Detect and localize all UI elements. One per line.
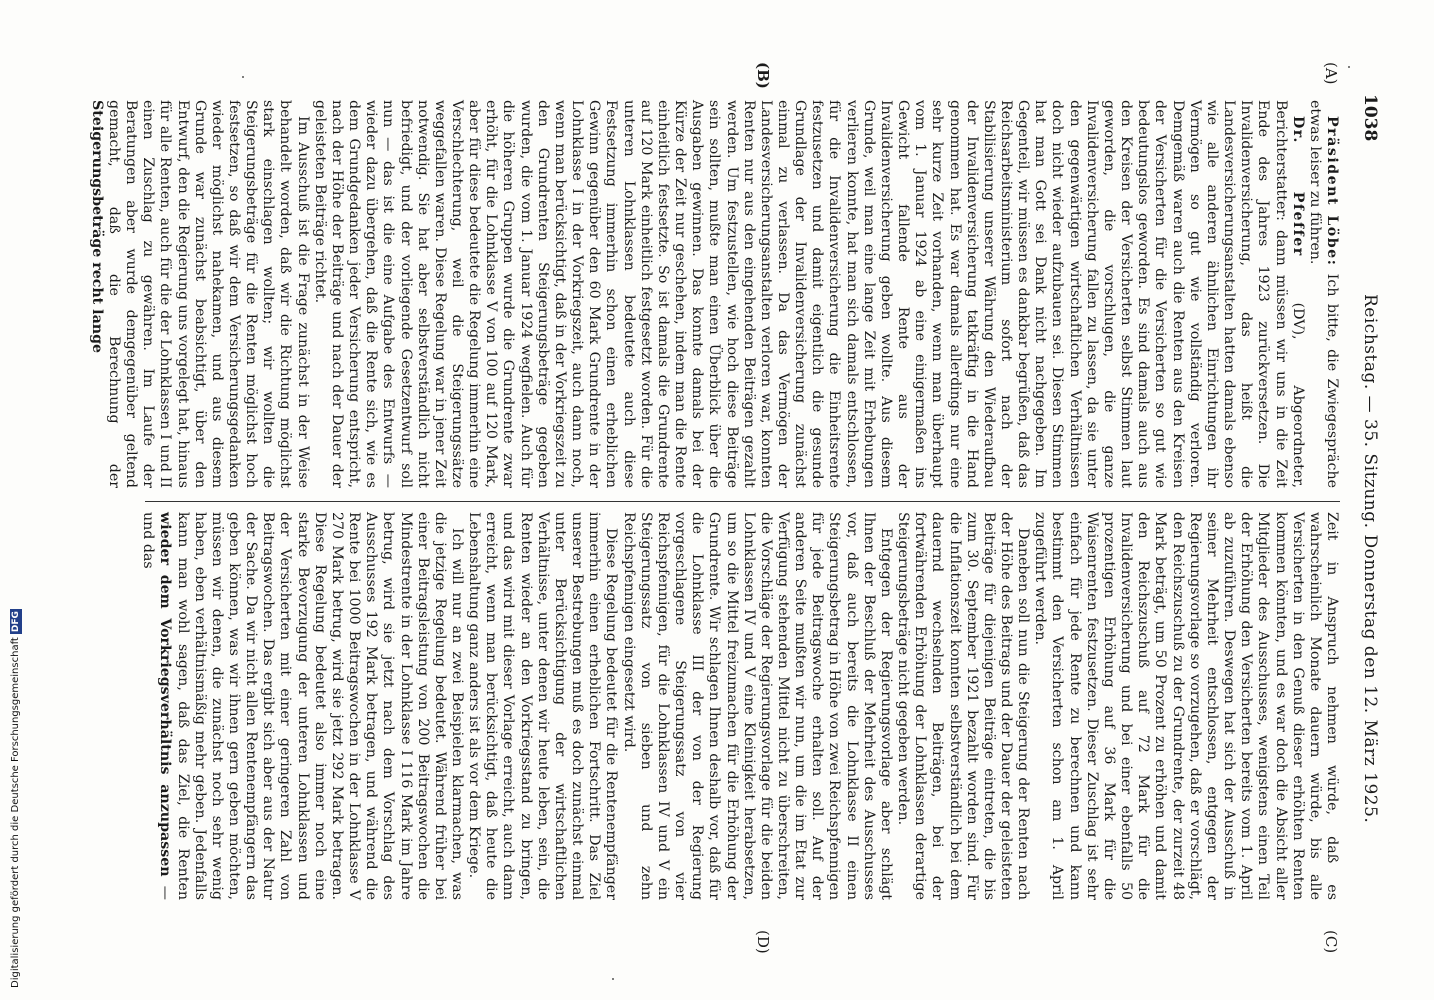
- paragraph: [619, 512, 894, 900]
- margin-mark-d: (D): [754, 930, 772, 954]
- speaker-name: Dr. Pfeffer: [1289, 116, 1306, 257]
- rotated-document-page: [88, 62, 1384, 954]
- paragraph: [465, 512, 619, 900]
- margin-mark-b: (B): [754, 62, 772, 89]
- page-number: 1038: [1360, 94, 1380, 142]
- paragraph-text: Im Ausschuß ist die Frage zunächst in der Weise behandelt worden, daß wir die Richtung möglichst stark einschlagen wollten; wir wollten die Steigerungsbeträge für die Renten möglichst hoch festsetzen, so daß wir dem Versicherungsgedanken wieder möglichst nahekamen, und aus diesem Grunde war zunächst beabsichtigt, über den Entwurf, den die Regierung uns vorgelegt hat, hinaus für alle Renten, auch für die der Lohnklassen I und II einen Zuschlag zu gewähren. Im Laufe der Beratungen aber wurde demgegenüber geltend gemacht, daß die Berechnung der: [105, 100, 311, 488]
- running-title: Reichstag. — 35. Sitzung. Donnerstag den 12. März 1925.: [1360, 294, 1380, 824]
- paragraph: [1031, 512, 1340, 900]
- dfg-logo-icon: DFG: [11, 611, 21, 633]
- emphasized-text: wieder dem Vorkriegsverhältnis anzupassen: [157, 512, 174, 877]
- paragraph-text: (DV), Abgeordneter, Berichterstatter: dann müssen wir uns in die Zeit Ende des Jahres 1923 zurückversetzen. Die Invalidenversicherung, das heißt die Landesversicherungsanstalten hatten damals ebenso wie alle anderen ähnlichen Einrichtungen ihr Vermögen so gut wie vollständig verloren. Demgemäß waren auch die Renten aus den Kreisen der Versicherten für die Versicherten so gut wie bedeutungslos geworden. Es sind damals auch aus den Kreisen der Versicherten selbst Stimmen laut geworden, die vorschlugen, die ganze Invalidenversicherung fallen zu lassen, da sie unter den gegenwärtigen wirtschaftlichen Verhältnissen doch nicht wieder aufzubauen sei. Diesen Stimmen hat man Gott sei Dank nicht nachgegeben. Im Gegenteil, wir müssen es dankbar begrüßen, daß das Reichsarbeitsministerium sofort nach der Stabilisierung unserer Währung den Wiederaufbau der Invalidenversicherung tatkräftig in die Hand genommen hat. Es war damals allerdings nur eine sehr kurze Zeit vorhanden, wenn man überhaupt vom 1. Januar 1924 ab eine einigermaßen ins Gewicht fallende Rente aus der Invalidenversicherung geben wollte. Aus diesem Grunde, weil man eine lange Zeit mit Erhebungen verlieren konnte, hat man sich damals entschlossen, für die Invalidenversicherung die Einheitsrente festzusetzen und damit eigentlich die gesunde Grundlage der Invalidenversicherung zunächst einmal zu verlassen. Da das Vermögen der Landesversicherungsanstalten verloren war, konnten Renten nur aus den eingehenden Beiträgen gezahlt werden. Um festzustellen, wie hoch diese Beiträge sein sollten, mußte man einen Überblick über die Ausgaben gewinnen. Das konnte damals bei der Kürze der Zeit nur geschehen, indem man die Rente einheitlich festsetzte. So ist damals die Grundrente auf 120 Mark einheitlich festgesetzt worden. Für die unteren Lohnklassen bedeutete auch diese Festsetzung immerhin schon einen erheblichen Gewinn gegenüber den 60 Mark Grundrente in der Lohnklasse I in der Vorkriegszeit, auch dann noch, wenn man berücksichtigt, daß in der Vorkriegszeit zu den Grundrenten Steigerungsbeträge gegeben wurden, die vom 1. Januar 1924 wegfielen. Auch für die höheren Gruppen wurde die Grundrente zwar erhöht, für die Lohnklasse V von 100 auf 120 Mark, aber für diese bedeutete die Regelung immerhin eine Verschlechterung, weil die Steigerungssätze weggefallen waren. Diese Regelung war in jener Zeit notwendig. Sie hat aber selbstverständlich nicht befriedigt, und der vorliegende Gesetzentwurf soll nun — das ist die eine Aufgabe des Entwurfs — wieder dazu übergehen, daß die Rente sich, wie es dem Grundgedanken jeder Versicherung entspricht, nach der Höhe der Beiträge und nach der Dauer der geleisteten Beiträge richtet.: [311, 100, 1306, 489]
- scan-speck: [242, 76, 244, 78]
- emphasized-text: Steigerungsbeträge recht lange: [88, 100, 105, 354]
- paragraph: [894, 512, 1031, 900]
- scan-speck: [1348, 66, 1350, 68]
- paragraph-text: Daneben soll nun die Steigerung der Renten nach der Höhe des Beitrags und der Dauer der geleisteten Beiträge für diejenigen Beiträge eintreten, die bis zum 30. September 1921 bezahlt worden sind. Für die Inflationszeit konnten selbstverständlich bei dem dauernd wechselnden Beiträgen, bei der fortwährenden Erhöhung der Lohnklassen derartige Steigerungsbeträge nicht gegeben werden.: [895, 512, 1032, 900]
- margin-mark-c: (C): [1322, 930, 1340, 954]
- page-header: [1356, 94, 1384, 924]
- paragraph: [139, 512, 465, 900]
- digitization-footer: [10, 609, 22, 988]
- paragraph-text: Zeit in Anspruch nehmen würde, daß es wahrscheinlich Monate dauern würde, bis alle Versicherten in den Genuß dieser erhöhten Renten kommen könnten, und es war doch die Absicht aller Mitglieder des Ausschusses, wenigstens einen Teil der Erhöhung den Versicherten bereits vom 1. April ab zuzuführen. Deswegen hat sich der Ausschuß in seiner Mehrheit entschlossen, entgegen der Regierungsvorlage so vorzugehen, daß er vorschlägt, den Reichszuschuß zu der Grundrente, der zurzeit 48 Mark beträgt, um 50 Prozent zu erhöhen und damit den Reichszuschuß auf 72 Mark für die Invalidenversicherung und bei einer ebenfalls 50 prozentigen Erhöhung auf 36 Mark für die Waisenrenten festzusetzen. Dieser Zuschlag ist sehr einfach für jede Rente zu berechnen und kann bestimmt den Versicherten schon am 1. April zugeführt werden.: [1032, 512, 1340, 900]
- footer-text: Digitalisierung gefördert durch die Deutsche Forschungsgemeinschaft: [10, 637, 21, 988]
- column-divider: [145, 501, 1340, 502]
- paragraph-text: Entgegen der Regierungsvorlage aber schlägt Ihnen der Beschluß der Mehrheit des Ausschusses vor, daß auch bereits die Lohnklasse II einen Steigerungsbetrag in Höhe von zwei Reichspfennigen für jede Beitragswoche erhalten soll. Auf der anderen Seite mußten wir nun, um die im Etat zur Verfügung stehenden Mittel nicht zu überschreiten, die Vorschläge der Regierungsvorlage für die beiden Lohnklassen IV und V eine Kleinigkeit herabsetzen, um so die Mittel freizumachen für die Erhöhung der Grundrente. Wir schlagen Ihnen deshalb vor, daß für die Lohnklasse III der von der Regierung vorgeschlagene Steigerungssatz von vier Reichspfennigen, für die Lohnklassen IV und V ein Steigerungssatz von sieben und zehn Reichspfennigen eingesetzt wird.: [620, 512, 894, 900]
- text-column-right: [139, 512, 1340, 900]
- paragraph-text: Ich bitte, die Zwiegespräche etwas leiser zu führen.: [1306, 100, 1340, 488]
- text-column-left: [88, 100, 1340, 488]
- paragraph-text: Diese Regelung bedeutet für die Rentenempfänger immerhin einen erheblichen Fortschritt. Das Ziel unserer Bestrebungen muß es doch zunächst einmal unter Berücksichtigung der wirtschaftlichen Verhältnisse, unter denen wir heute leben, sein, die Renten wieder an den Vorkriegsstand zu bringen, und das wird mit dieser Vorlage erreicht, auch dann erreicht, wenn man berücksichtigt, daß heute die Lebenshaltung ganz anders ist als vor dem Kriege.: [466, 512, 620, 900]
- margin-mark-a: (A): [1322, 62, 1340, 85]
- paragraph-text: Ich will nur an zwei Beispielen klarmachen, was die jetzige Regelung bedeutet. Während früher bei einer Beitragsleistung von 200 Beitragswochen die Mindestrente in der Lohnklasse I 116 Mark im Jahre betrug, wird sie jetzt nach dem Vorschlag des Ausschusses 192 Mark betragen, und während die Rente bei 1000 Beitragswochen in der Lohnklasse V 270 Mark betrug, wird sie jetzt 292 Mark betragen. Diese Regelung bedeutet also immer noch eine starke Bevorzugung der unteren Lohnklassen und der Versicherten mit einer geringeren Zahl von Beitragswochen. Das ergibt sich aber aus der Natur der Sache. Da wir nicht allen Rentenempfängern das geben können, was wir ihnen gern geben möchten, müssen wir denen, die zunächst noch sehr wenig haben, eben verhältnismäßig mehr geben. Jedenfalls kann man wohl sagen, daß das Ziel, die Renten: [174, 512, 466, 900]
- scan-speck: [612, 978, 614, 980]
- paragraph: [88, 100, 311, 488]
- speaker-name: Präsident Löbe:: [1324, 116, 1340, 267]
- paragraph: [1306, 100, 1340, 488]
- paragraph: [311, 100, 1306, 488]
- paragraph-text: — und das: [140, 512, 174, 900]
